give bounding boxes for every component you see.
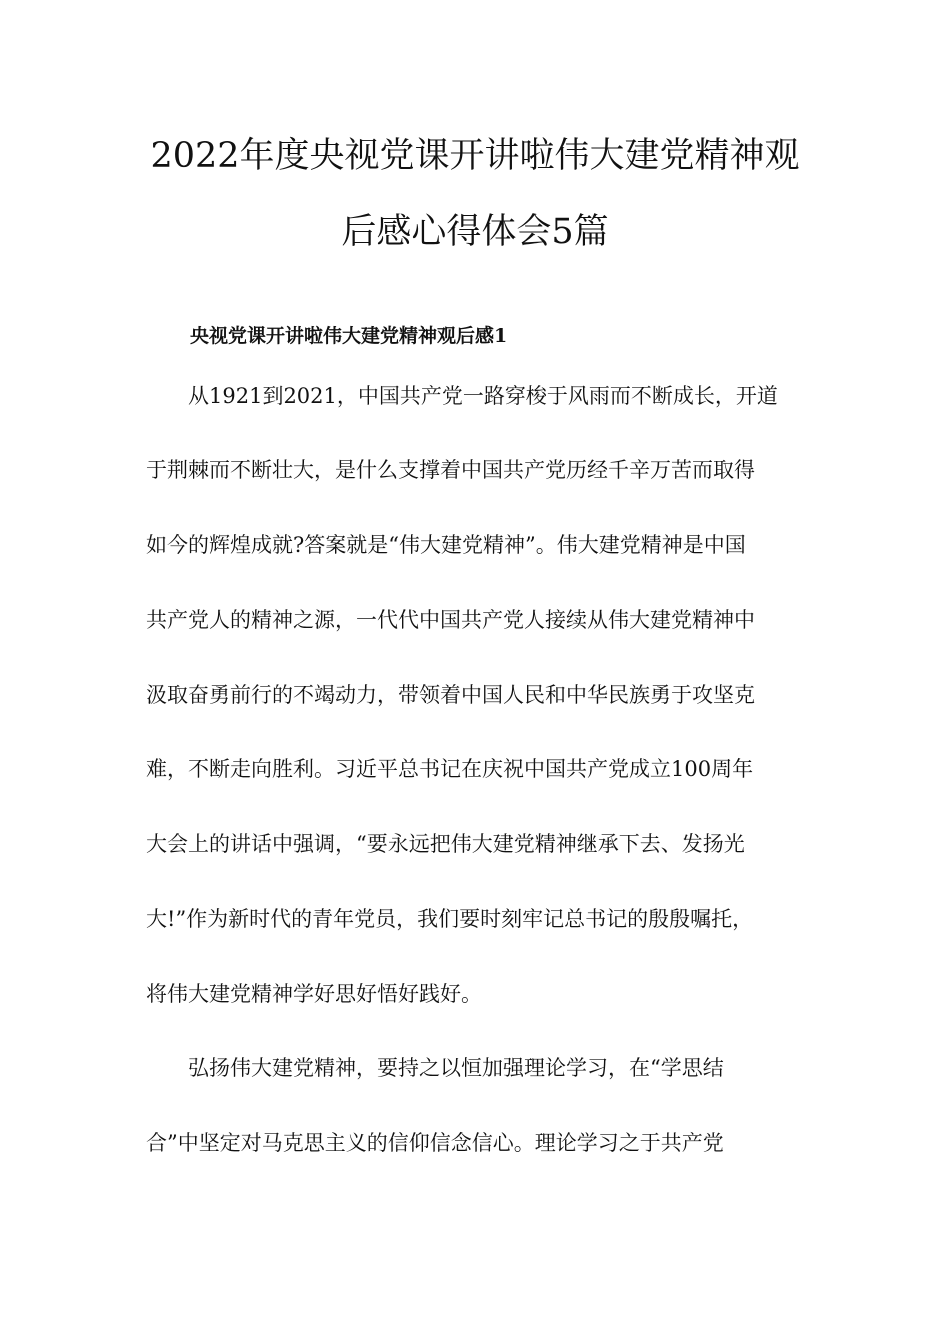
paragraph1-line-4: 共产党人的精神之源，一代代中国共产党人接续从伟大建党精神中 bbox=[146, 608, 755, 632]
paragraph1-line-7: 大会上的讲话中强调，“要永远把伟大建党精神继承下去、发扬光 bbox=[146, 832, 745, 856]
paragraph2-line-1: 弘扬伟大建党精神，要持之以恒加强理论学习，在“学思结 bbox=[188, 1056, 724, 1080]
paragraph1-line-3: 如今的辉煌成就?答案就是“伟大建党精神”。伟大建党精神是中国 bbox=[146, 533, 746, 557]
paragraph1-line-8: 大!”作为新时代的青年党员，我们要时刻牢记总书记的殷殷嘱托， bbox=[146, 907, 754, 931]
paragraph1-line-1: 从1921到2021，中国共产党一路穿梭于风雨而不断成长，开道 bbox=[188, 384, 778, 408]
document-title-line-2: 后感心得体会5篇 bbox=[341, 212, 609, 252]
paragraph1-line-2: 于荆棘而不断壮大，是什么支撑着中国共产党历经千辛万苦而取得 bbox=[146, 458, 755, 482]
paragraph1-line-9: 将伟大建党精神学好思好悟好践好。 bbox=[146, 982, 482, 1006]
document-title-line-1: 2022年度央视党课开讲啦伟大建党精神观 bbox=[150, 136, 800, 176]
paragraph1-line-6: 难，不断走向胜利。习近平总书记在庆祝中国共产党成立100周年 bbox=[146, 757, 754, 781]
paragraph2-line-2: 合”中坚定对马克思主义的信仰信念信心。理论学习之于共产党 bbox=[146, 1131, 724, 1155]
section-heading: 央视党课开讲啦伟大建党精神观后感1 bbox=[190, 325, 508, 347]
paragraph1-line-5: 汲取奋勇前行的不竭动力，带领着中国人民和中华民族勇于攻坚克 bbox=[146, 683, 755, 707]
